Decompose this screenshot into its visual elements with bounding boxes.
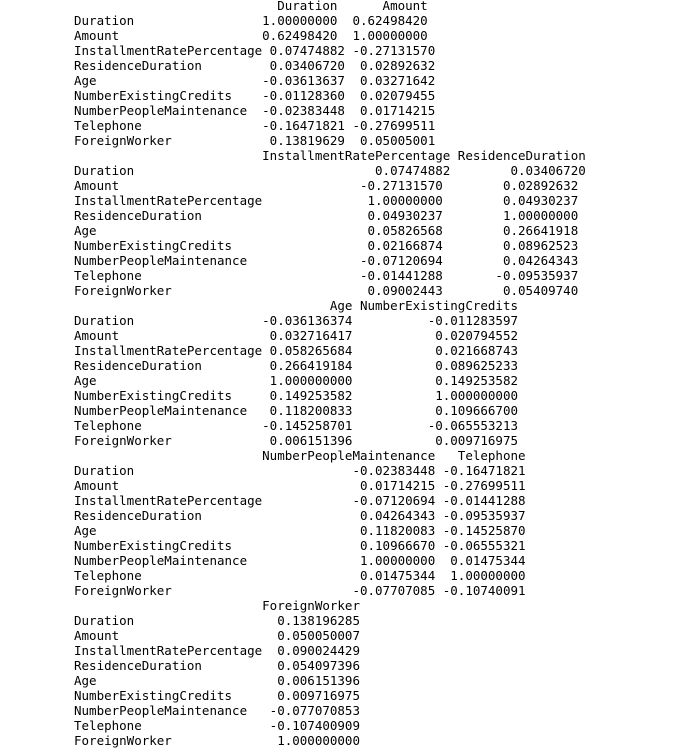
console-line: Age 0.11820083 -0.14525870: [74, 523, 526, 538]
console-line: Duration 0.138196285: [74, 613, 360, 628]
console-line: Age -0.03613637 0.03271642: [74, 73, 436, 88]
console-line: Duration Amount: [74, 0, 428, 13]
console-line: ResidenceDuration 0.04930237 1.00000000: [74, 208, 579, 223]
console-line: Age NumberExistingCredits: [74, 298, 519, 313]
console-line: Duration -0.036136374 -0.011283597: [74, 313, 519, 328]
console-line: NumberPeopleMaintenance -0.02383448 0.01714215: [74, 103, 436, 118]
console-line: ForeignWorker 0.09002443 0.05409740: [74, 283, 579, 298]
console-line: ResidenceDuration 0.266419184 0.089625233: [74, 358, 519, 373]
console-line: ForeignWorker 1.000000000: [74, 733, 360, 748]
console-line: InstallmentRatePercentage 0.058265684 0.021668743: [74, 343, 519, 358]
console-line: Amount 0.62498420 1.00000000: [74, 28, 428, 43]
console-line: NumberPeopleMaintenance -0.07120694 0.04264343: [74, 253, 579, 268]
console-line: NumberPeopleMaintenance -0.077070853: [74, 703, 360, 718]
console-line: InstallmentRatePercentage -0.07120694 -0.01441288: [74, 493, 526, 508]
console-line: Telephone 0.01475344 1.00000000: [74, 568, 526, 583]
console-line: ForeignWorker: [74, 598, 360, 613]
console-line: ResidenceDuration 0.03406720 0.02892632: [74, 58, 436, 73]
console-line: Telephone -0.145258701 -0.065553213: [74, 418, 519, 433]
console-line: NumberExistingCredits -0.01128360 0.02079455: [74, 88, 436, 103]
console-line: Duration 1.00000000 0.62498420: [74, 13, 428, 28]
console-line: ForeignWorker -0.07707085 -0.10740091: [74, 583, 526, 598]
console-line: InstallmentRatePercentage 0.090024429: [74, 643, 360, 658]
console-line: Telephone -0.107400909: [74, 718, 360, 733]
console-line: Age 1.000000000 0.149253582: [74, 373, 519, 388]
correlation-matrix-output: [74, 0, 586, 748]
console-line: Amount 0.050050007: [74, 628, 360, 643]
console-line: Telephone -0.16471821 -0.27699511: [74, 118, 436, 133]
console-line: Duration 0.07474882 0.03406720: [74, 163, 586, 178]
console-line: ResidenceDuration 0.054097396: [74, 658, 360, 673]
console-line: Age 0.05826568 0.26641918: [74, 223, 579, 238]
console-line: ResidenceDuration 0.04264343 -0.09535937: [74, 508, 526, 523]
console-line: NumberPeopleMaintenance 1.00000000 0.01475344: [74, 553, 526, 568]
console-line: InstallmentRatePercentage 0.07474882 -0.27131570: [74, 43, 436, 58]
console-line: NumberExistingCredits 0.149253582 1.000000000: [74, 388, 519, 403]
console-line: Duration -0.02383448 -0.16471821: [74, 463, 526, 478]
console-line: Amount 0.032716417 0.020794552: [74, 328, 519, 343]
console-line: NumberPeopleMaintenance 0.118200833 0.109666700: [74, 403, 519, 418]
console-line: Telephone -0.01441288 -0.09535937: [74, 268, 579, 283]
console-line: ForeignWorker 0.006151396 0.009716975: [74, 433, 519, 448]
console-line: InstallmentRatePercentage ResidenceDuration: [74, 148, 586, 163]
console-line: Amount 0.01714215 -0.27699511: [74, 478, 526, 493]
console-line: NumberPeopleMaintenance Telephone: [74, 448, 526, 463]
console-line: InstallmentRatePercentage 1.00000000 0.04930237: [74, 193, 579, 208]
console-line: ForeignWorker 0.13819629 0.05005001: [74, 133, 436, 148]
console-line: NumberExistingCredits 0.02166874 0.08962523: [74, 238, 579, 253]
console-line: Amount -0.27131570 0.02892632: [74, 178, 579, 193]
console-line: NumberExistingCredits 0.10966670 -0.06555321: [74, 538, 526, 553]
console-line: Age 0.006151396: [74, 673, 360, 688]
console-line: NumberExistingCredits 0.009716975: [74, 688, 360, 703]
